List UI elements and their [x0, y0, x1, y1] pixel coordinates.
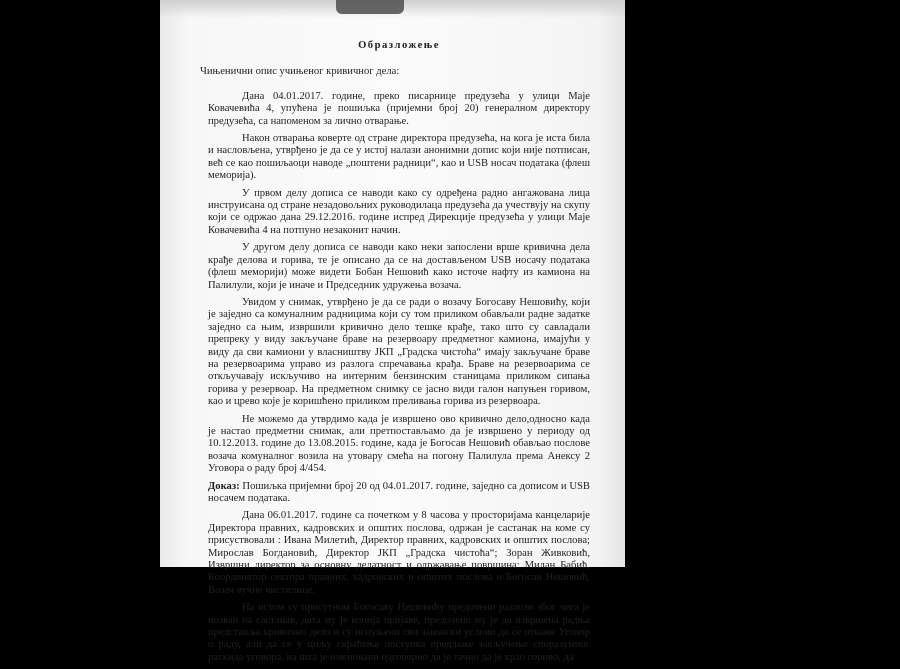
- paragraph-4: У другом делу дописа се наводи како неки запослени врше кривична дела крађе делова и горива, те је описано да се на достављеном USB носачу података (флеш меморији) може видети Бобан Нешовић како источе нафту из камиона на Палилули, који је иначе и Председник удружења возача.: [208, 242, 590, 291]
- document-body: [200, 40, 590, 669]
- paragraph-3: У првом делу дописа се наводи како су одређена радно ангажована лица инструисана од стране незадовољних руководилаца предузећа да учествују на скупу који се одржао дана 29.12.2016. године испред Дирекције предузећа у улици Маје Ковачевића 4 на потпуно незаконит начин.: [208, 187, 590, 236]
- document-page: [160, 0, 625, 663]
- evidence-text: Пошиљка пријемни број 20 од 04.01.2017. године, заједно са дописом и USB носачем података.: [208, 480, 590, 504]
- paragraph-1: Дана 04.01.2017. године, преко писарнице предузећа у улици Маје Ковачевића 4, упућена је пошиљка (пријемни број 20) генералном директору предузећа, са напоменом за лично отварање.: [208, 90, 590, 127]
- paragraph-2: Након отварања коверте од стране директора предузећа, на кога је иста била и насловљена, утврђено је да се у истој налази анонимни допис који није потписан, већ се као пошиљаоци наводе „поштени радници“, као и USB носач података (флеш меморија).: [208, 133, 590, 182]
- section-subheading: Чињенични опис учињеног кривичног дела:: [200, 66, 400, 78]
- evidence-line: [208, 481, 590, 506]
- document-title: Образложење: [358, 40, 440, 51]
- paragraph-8: На истом су присутном Богосаву Нешовићу предочени разлози због чега је позван на састанак, дата му је копија пријаве, предочено му је да извршена радња представља кривично дело и су испуњени сви законски услови да се откаже Уговор о раду, али да се у циљу скраћења поступка предлаже закључење споразумног раскида уговора, на шта је именовани одговорио да је тачно да је крао гориво, да: [208, 602, 590, 663]
- evidence-label: Доказ:: [208, 480, 240, 492]
- paragraph-6: Не можемо да утврдимо када је извршено ово кривично дело,односно када је настао предметни снимак, али претпостављамо да је извршено у периоду од 10.12.2013. године до 13.08.2015. године, када је Богосав Нешовић обављао послове возача комуналног возила на утовару смећа на погону Палилула према Анексу 2 Уговора о раду број 4/454.: [208, 413, 590, 475]
- paragraph-7: Дана 06.01.2017. године са почетком у 8 часова у просторијама канцеларије Директора правних, кадровских и општих послова, одржан је састанак на коме су присуствовали : Ивана Милетић, Директор правних, кадровских и општих послова; Мирослав Богдановић, Директор ЈКП „Градска чистоћа“; Зоран Живковић, Извршни директор за основну делатност и одржавање површина; Милан Бабић, Координатор сектора правних, кадровских и општих послова и Богосав Нешовић, Возач вучне чистилице.: [208, 510, 590, 596]
- top-shadow-mark: [336, 0, 404, 14]
- paragraph-5: Увидом у снимак, утврђено је да се ради о возачу Богосаву Нешовићу, који је заједно са комуналним радницима који су том приликом обављали радне задатке заједно са њим, извршили кривично дело тешке крађе, тако што су савладали препреку у виду закључане браве на резервоару предметног камиона, имајући у виду да сви камиони у власништву ЈКП „Градска чистоћа“ имају закључане браве на резервоарима управо из разлога спречавања крађа. Браве на резервоарима се откључавају искључиво на интерним бензинским станицама приликом сипања горива у резервоар. На предметном снимку се јасно види галон напуњен горивом, као и црево које је коришћено приликом преливања горива из резервоара.: [208, 296, 590, 408]
